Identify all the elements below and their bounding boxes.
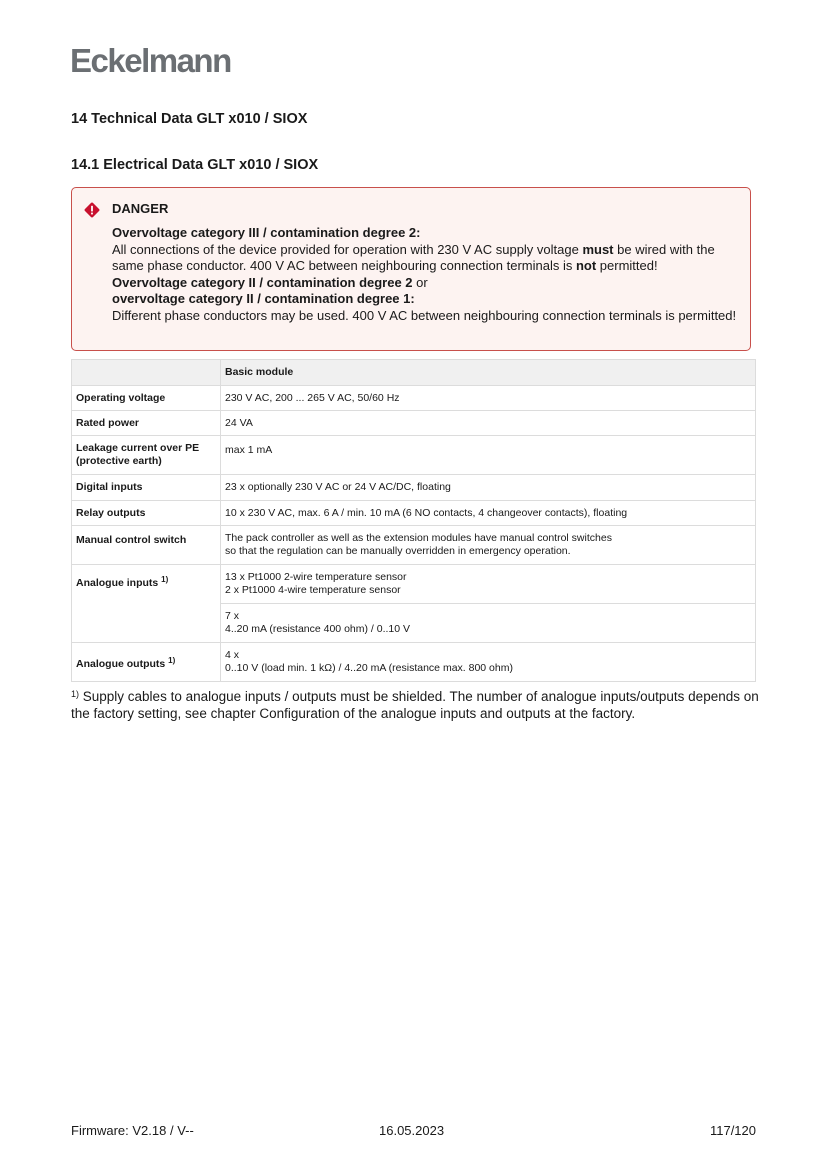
footer-date: 16.05.2023	[379, 1123, 445, 1138]
table-row: 7 x 4..20 mA (resistance 400 ohm) / 0..10 V	[72, 604, 756, 643]
table-row: Relay outputs 10 x 230 V AC, max. 6 A / min. 10 mA (6 NO contacts, 4 changeover contacts), floating	[72, 501, 756, 526]
table-row: Operating voltage 230 V AC, 200 ... 265 V AC, 50/60 Hz	[72, 386, 756, 411]
eckelmann-logo: Eckelmann	[70, 42, 231, 79]
danger-heading-cat2-deg1: overvoltage category II / contamination degree 1:	[112, 291, 415, 306]
electrical-data-table	[71, 359, 756, 682]
danger-heading-cat3: Overvoltage category III / contamination degree 2:	[112, 225, 421, 240]
table-header-row	[72, 360, 756, 386]
table-row: Analogue inputs $^{1)}$ 13 x Pt1000 2-wire temperature sensor 2 x Pt1000 4-wire temperature sensor	[72, 565, 756, 604]
table-row: Digital inputs 23 x optionally 230 V AC or 24 V AC/DC, floating	[72, 475, 756, 501]
table-row: Manual control switch The pack controller as well as the extension modules have manual control switches so that the regulation can be manually overridden in emergency operation.	[72, 526, 756, 565]
warning-diamond-icon	[84, 202, 100, 218]
section-heading: 14.1 Electrical Data GLT x010 / SIOX	[71, 157, 319, 173]
danger-text-cat3: All connections of the device provided for operation with 230 V AC supply voltage must be wired with the same phase conductor. 400 V AC between neighbouring connection terminals is not permitted!	[112, 241, 715, 273]
table-row: Rated power 24 VA	[72, 411, 756, 436]
danger-notice	[71, 187, 751, 351]
table-header-basic-module: Basic module	[221, 360, 756, 386]
danger-text-cat2: Different phase conductors may be used. 400 V AC between neighbouring connection terminals is permitted!	[112, 307, 737, 323]
footer-firmware: Firmware: V2.18 / V--	[71, 1123, 194, 1138]
footer-page-number: 117/120	[709, 1123, 756, 1138]
table-row: Analogue outputs $^{1)}$ 4 x 0..10 V (load min. 1 kΩ) / 4..20 mA (resistance max. 800 ohm)	[72, 643, 756, 682]
footnote: $^{1)}$ Supply cables to analogue inputs / outputs must be shielded. The number of analogue inputs/outputs depends on the factory setting, see chapter Configuration of the analogue inputs and outputs at the factory.	[71, 689, 759, 721]
chapter-heading: 14 Technical Data GLT x010 / SIOX	[71, 111, 308, 127]
table-header-empty	[72, 360, 221, 386]
danger-heading-cat2: Overvoltage category II / contamination degree 2	[112, 274, 413, 290]
danger-title: DANGER	[112, 201, 169, 216]
table-row: Leakage current over PE (protective earth) max 1 mA	[72, 436, 756, 475]
danger-body: Overvoltage category III / contamination degree 2: All connections of the device provided for operation with 230 V AC supply voltage must be wired with the same phase conductor. 400 V AC between neighbouring connection terminals is not permitted! Overvoltage category II / contamination degree 2 or overvoltage category II / contamination degree 1: Different phase conductors may be used. 400 V AC between neighbouring connection terminals is permitted!	[112, 225, 742, 324]
